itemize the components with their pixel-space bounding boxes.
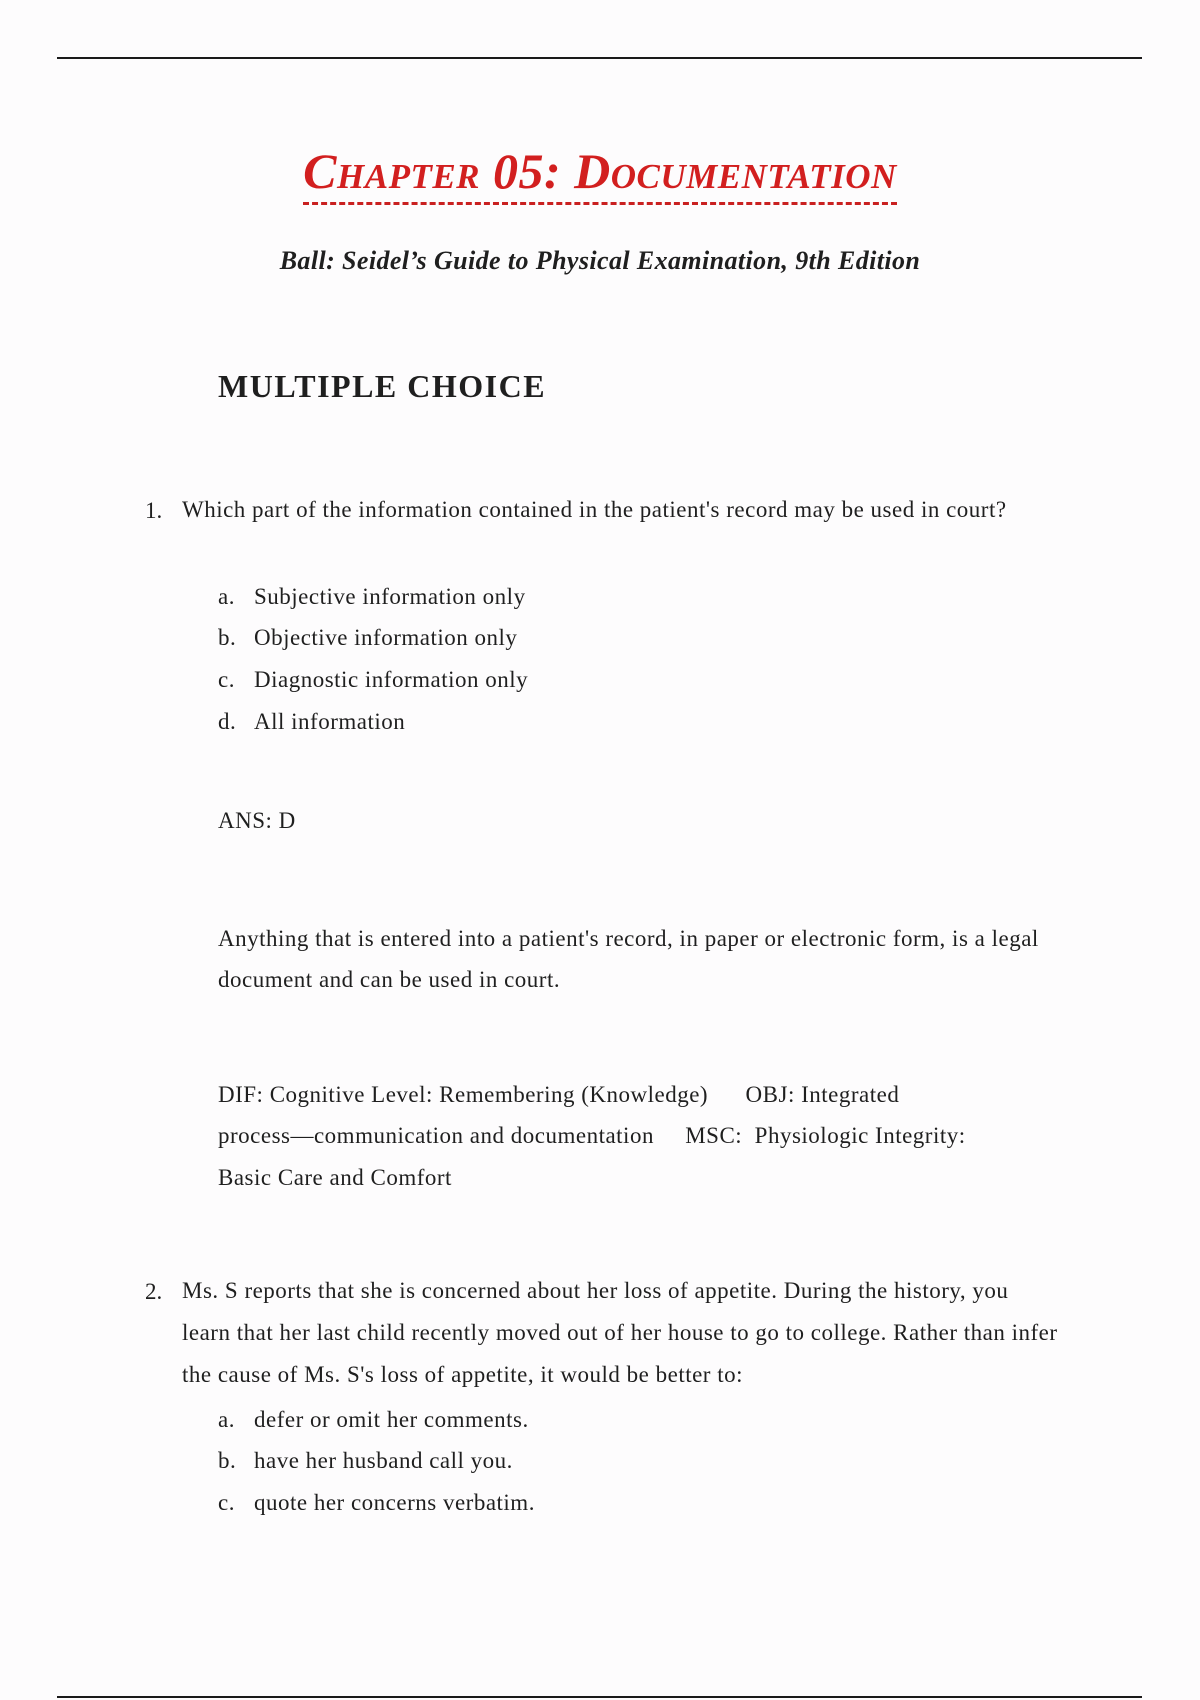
question-1-stem: Which part of the information contained in the patient's record may be used in court? bbox=[182, 497, 1007, 522]
option-letter: b. bbox=[218, 625, 237, 650]
question-2-option-b bbox=[218, 1448, 513, 1474]
option-text: defer or omit her comments. bbox=[254, 1407, 529, 1432]
option-letter: a. bbox=[218, 1407, 235, 1432]
question-1-option-a bbox=[218, 584, 526, 610]
option-letter: c. bbox=[218, 667, 235, 692]
question-2-stem: Ms. S reports that she is concerned about her loss of appetite. During the history, you learn that her last child recently moved out of her house to go to college. Rather than infer the cause of Ms. S's loss of appetite, it would be better to: bbox=[182, 1278, 1058, 1387]
question-1-difficulty-line-3: Basic Care and Comfort bbox=[218, 1165, 452, 1190]
option-text: All information bbox=[254, 709, 406, 734]
option-text: quote her concerns verbatim. bbox=[254, 1490, 535, 1515]
question-2-option-a bbox=[218, 1407, 529, 1433]
question-1-option-c bbox=[218, 667, 528, 693]
footer-rule bbox=[57, 1696, 1142, 1698]
option-text: Objective information only bbox=[254, 625, 518, 650]
option-letter: b. bbox=[218, 1448, 237, 1473]
header-rule bbox=[57, 57, 1142, 59]
question-1-answer: ANS: D bbox=[218, 808, 296, 833]
question-1-number: 1. bbox=[145, 498, 163, 523]
chapter-title-block bbox=[0, 143, 1200, 205]
option-text: have her husband call you. bbox=[254, 1448, 513, 1473]
question-1-option-d bbox=[218, 709, 405, 735]
option-text: Subjective information only bbox=[254, 584, 526, 609]
option-letter: a. bbox=[218, 584, 235, 609]
question-1-difficulty-line-2: process—communication and documentation MSC: Physiologic Integrity: bbox=[218, 1123, 966, 1148]
question-2-option-c bbox=[218, 1490, 535, 1516]
question-2-number: 2. bbox=[145, 1279, 163, 1304]
option-letter: d. bbox=[218, 709, 237, 734]
question-1-option-b bbox=[218, 625, 517, 651]
book-title: Ball: Seidel’s Guide to Physical Examination, 9th Edition bbox=[279, 246, 921, 275]
question-1-rationale: Anything that is entered into a patient's record, in paper or electronic form, is a legal document and can be used in court. bbox=[218, 926, 1039, 992]
option-text: Diagnostic information only bbox=[254, 667, 529, 692]
section-heading: MULTIPLE CHOICE bbox=[218, 368, 547, 404]
chapter-title[interactable]: Chapter 05: Documentation bbox=[303, 146, 897, 205]
question-1-difficulty-line-1: DIF: Cognitive Level: Remembering (Knowledge) OBJ: Integrated bbox=[218, 1082, 900, 1107]
option-letter: c. bbox=[218, 1490, 235, 1515]
